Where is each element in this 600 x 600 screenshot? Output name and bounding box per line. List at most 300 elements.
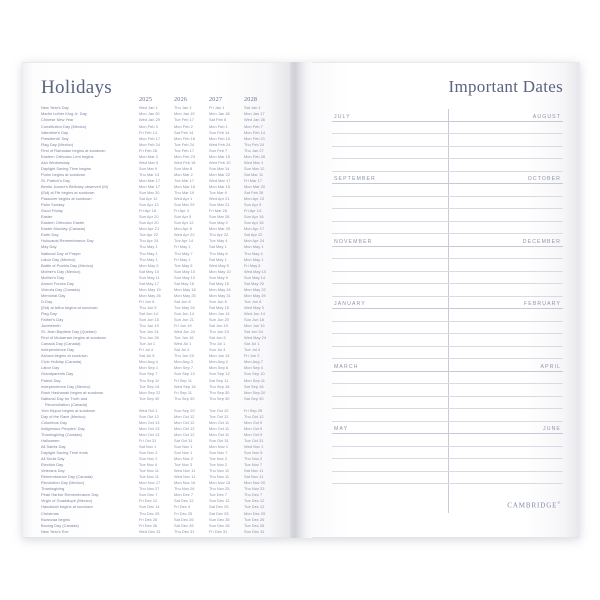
month-label-january: JANUARY	[334, 301, 366, 307]
writing-line[interactable]	[448, 372, 564, 385]
holiday-name: Revolution Day (Mexico)	[41, 480, 85, 486]
holiday-date-2025: Sun Nov 2	[139, 450, 158, 456]
month-header-row	[332, 172, 448, 185]
month-label-february: FEBRUARY	[524, 301, 561, 307]
holiday-name: Reconciliation (Canada)	[45, 401, 88, 407]
holiday-date-2028: Wed Jun 14	[244, 310, 265, 316]
month-block	[332, 297, 563, 360]
holiday-name: Purim begins at sundown	[41, 171, 86, 177]
holiday-date-2027: Sun Mar 28	[209, 214, 230, 220]
holiday-name: National Day of Prayer	[41, 250, 81, 256]
holiday-name: (Eid) al Adha begins at sundown	[41, 304, 98, 310]
holiday-date-2028: Mon Jan 17	[244, 111, 265, 117]
holiday-name: Rosh Hashanah begins at sundown	[41, 389, 104, 395]
holiday-name: Yom Kippur begins at sundown	[41, 407, 96, 413]
holiday-date-2025: Sun Jun 15	[139, 317, 159, 323]
holiday-date-2026: Mon May 25	[174, 292, 196, 298]
holiday-date-2026: Sun Nov 1	[174, 444, 193, 450]
holiday-date-2027: Thu Nov 11	[209, 474, 230, 480]
holiday-date-2026: Mon Sep 7	[174, 365, 194, 371]
holiday-date-2025: Thu Nov 27	[139, 486, 160, 492]
holiday-date-2027: Mon May 10	[209, 268, 231, 274]
month-block	[332, 234, 563, 297]
holiday-date-2026: Sun Apr 12	[174, 220, 194, 226]
month-header-row	[332, 234, 448, 247]
holiday-date-2028: Sat Nov 11	[244, 468, 264, 474]
writing-line[interactable]	[332, 122, 448, 135]
holiday-date-2028: Sun Apr 16	[244, 214, 264, 220]
holiday-name: All Saints Day	[41, 444, 66, 450]
holiday-date-2026: Thu Mar 19	[174, 190, 195, 196]
holiday-date-2028: Tue Jul 4	[244, 347, 261, 353]
writing-line[interactable]	[448, 184, 564, 197]
holiday-date-2027: Mon Mar 15	[209, 153, 231, 159]
holiday-date-2028: Thu Feb 24	[244, 141, 265, 147]
holiday-name: Indigenous Peoples' Day	[41, 425, 85, 431]
holiday-date-2025: Wed Jan 1	[139, 105, 158, 111]
writing-line[interactable]	[332, 247, 448, 260]
writing-line[interactable]	[332, 184, 448, 197]
holiday-date-2026: Thu Jan 1	[174, 105, 192, 111]
holiday-name: Chinese New Year	[41, 117, 74, 123]
writing-line[interactable]	[448, 222, 564, 235]
registered-trademark-icon: ®	[557, 501, 561, 506]
holiday-date-2026: Fri Apr 3	[174, 208, 189, 214]
month-label-august: AUGUST	[532, 113, 561, 120]
holiday-date-2027: Mon Jun 14	[209, 353, 230, 359]
holiday-date-2028: Sat Mar 11	[244, 171, 264, 177]
month-label-november: NOVEMBER	[334, 238, 373, 245]
writing-line[interactable]	[448, 334, 564, 347]
month-header-row	[332, 359, 448, 372]
holiday-date-2027: Sun May 9	[209, 274, 228, 280]
holiday-date-2026: Mon Oct 12	[174, 419, 195, 425]
holiday-date-2026: Fri May 1	[174, 244, 191, 250]
writing-line[interactable]	[448, 197, 564, 210]
holiday-date-2026: Sun Mar 8	[174, 165, 193, 171]
holiday-date-2026: Mon Mar 16	[174, 184, 196, 189]
writing-line[interactable]	[332, 272, 448, 285]
year-column-header-2025: 2025	[139, 96, 153, 103]
holiday-date-2025: Thu May 1	[139, 256, 158, 262]
holiday-date-2025: Sat Jun 14	[139, 310, 158, 316]
holiday-name: Easter	[41, 214, 53, 220]
holiday-date-2026: Thu Nov 26	[174, 486, 195, 492]
holiday-date-2026: Sun Mar 29	[174, 202, 195, 208]
holiday-name: Christmas	[41, 510, 59, 516]
holiday-date-2028: Thu Nov 2	[244, 456, 263, 462]
holiday-date-2028: Fri Apr 14	[244, 208, 262, 214]
holiday-date-2026: Sun Nov 1	[174, 450, 193, 456]
holiday-date-2027: Sun Jun 20	[209, 317, 229, 323]
holiday-date-2028: Sat Sep 30	[244, 395, 264, 401]
holiday-name: Election Day	[41, 462, 64, 468]
book-gutter-fold	[290, 62, 312, 538]
month-column-september	[332, 172, 448, 235]
holiday-name: Flag Day	[41, 310, 57, 316]
planner-book-spread	[22, 62, 580, 538]
holiday-date-2027: Thu Sep 30	[209, 389, 230, 395]
holiday-date-2028: Wed May 10	[244, 268, 267, 274]
writing-line[interactable]	[448, 472, 564, 485]
holiday-date-2028: Mon May 1	[244, 244, 264, 250]
holiday-name: Day of the Race (Mexico)	[41, 413, 86, 419]
holiday-name: Flag Day (Mexico)	[41, 141, 74, 147]
holidays-year-header-row	[41, 96, 281, 104]
holiday-date-2027: Sun Feb 14	[209, 129, 230, 135]
holiday-date-2026: Tue May 5	[174, 262, 193, 268]
holiday-date-2027: Mon Jun 14	[209, 310, 230, 316]
writing-line[interactable]	[332, 284, 448, 297]
holiday-date-2027: Mon Mar 22	[209, 171, 231, 177]
month-block	[332, 172, 563, 235]
holiday-date-2028: Mon May 1	[244, 256, 264, 262]
writing-line[interactable]	[448, 459, 564, 472]
holiday-date-2028: Tue Dec 12	[244, 504, 265, 510]
holidays-rows-container	[41, 105, 281, 534]
holiday-date-2026: Tue Feb 17	[174, 147, 195, 153]
holiday-date-2027: Sun Jul 4	[209, 347, 226, 353]
writing-line[interactable]	[448, 272, 564, 285]
month-header-row	[448, 297, 564, 310]
holiday-name: Armed Forces Day	[41, 280, 74, 286]
holiday-date-2026: Sat Dec 26	[174, 516, 194, 522]
holiday-name: New Year's Day	[41, 105, 69, 111]
holiday-date-2025: Sun Dec 14	[139, 504, 160, 510]
holiday-date-2028: Wed Nov 1	[244, 444, 264, 450]
writing-line[interactable]	[332, 347, 448, 360]
holiday-date-2027: Mon Feb 1	[209, 123, 228, 129]
month-header-row	[332, 109, 448, 122]
holiday-date-2026: Tue Feb 24	[174, 141, 195, 147]
holiday-date-2028: Mon Feb 14	[244, 129, 266, 135]
year-header-spacer	[41, 96, 139, 104]
holiday-date-2025: Sat Nov 1	[139, 444, 157, 450]
holiday-date-2028: Sun Nov 5	[244, 450, 263, 456]
holiday-date-2028: Sat May 20	[244, 280, 264, 286]
holiday-date-2025: Sun Apr 20	[139, 220, 159, 226]
holiday-date-2027: Sat Feb 6	[209, 117, 227, 123]
month-column-october	[448, 172, 564, 235]
writing-line[interactable]	[332, 197, 448, 210]
holiday-date-2025: Sun Dec 7	[139, 492, 158, 498]
holiday-date-2028: Tue Dec 12	[244, 498, 265, 504]
holiday-date-2025: Sat Apr 12	[139, 196, 158, 202]
month-label-april: APRIL	[540, 363, 561, 370]
holiday-date-2028: Tue Nov 7	[244, 462, 263, 468]
holiday-date-2028: Thu Jan 27	[244, 147, 264, 153]
holiday-name: Earth Day	[41, 232, 59, 238]
writing-line[interactable]	[332, 334, 448, 347]
holiday-date-2027: Tue Oct 12	[209, 413, 229, 419]
holiday-date-2027: Mon Feb 15	[209, 135, 231, 141]
holiday-date-2028: Sun Jun 18	[244, 317, 264, 323]
holiday-name: Presidents' Day	[41, 135, 69, 141]
holiday-date-2028: Mon May 22	[244, 286, 266, 292]
writing-line[interactable]	[448, 347, 564, 360]
holiday-date-2025: Fri Dec 26	[139, 516, 158, 522]
holiday-date-2026: Sat Dec 12	[174, 498, 194, 504]
writing-line[interactable]	[448, 134, 564, 147]
holiday-date-2027: Sun Sep 12	[209, 371, 230, 377]
holiday-date-2025: Thu Jun 26	[139, 335, 159, 341]
right-page-important-dates	[312, 62, 580, 538]
month-column-august	[448, 109, 564, 172]
holiday-name: Ash Wednesday	[41, 159, 70, 165]
holiday-date-2027: Tue May 4	[209, 238, 228, 244]
holiday-name: Benito Juarez's Birthday observed (M)	[41, 184, 108, 189]
holiday-date-2026: Fri Sep 11	[174, 377, 192, 383]
holiday-date-2025: Mon Nov 17	[139, 480, 161, 486]
holiday-date-2027: Mon May 31	[209, 292, 231, 298]
writing-line[interactable]	[332, 147, 448, 160]
holiday-name: Good Friday	[41, 208, 63, 214]
holiday-date-2027: Fri Mar 26	[209, 208, 228, 214]
holiday-date-2028: Mon Mar 20	[244, 184, 266, 189]
holiday-date-2025: Sun Mar 30	[139, 190, 160, 196]
holiday-name: Veterans Day	[41, 468, 65, 474]
holiday-name: Civic Holiday (Canada)	[41, 359, 82, 365]
holiday-date-2025: Sun Apr 13	[139, 202, 159, 208]
holiday-name: D-Day	[41, 298, 53, 304]
writing-line[interactable]	[332, 372, 448, 385]
holiday-date-2025: Thu Apr 24	[139, 238, 159, 244]
holiday-date-2026: Wed Nov 11	[174, 474, 196, 480]
holiday-date-2026: Sun Apr 5	[174, 214, 192, 220]
month-header-row	[332, 422, 448, 435]
holiday-date-2028: Tue Dec 26	[244, 516, 265, 522]
writing-line[interactable]	[332, 384, 448, 397]
writing-line[interactable]	[448, 434, 564, 447]
holiday-date-2026: Mon Nov 2	[174, 456, 194, 462]
month-header-row	[332, 297, 448, 310]
holiday-date-2027: Mon Nov 1	[209, 444, 229, 450]
holiday-date-2026: Mon Feb 16	[174, 135, 196, 141]
holiday-date-2026: Sun May 10	[174, 268, 196, 274]
holiday-date-2028: Thu May 4	[244, 250, 263, 256]
writing-line[interactable]	[448, 247, 564, 260]
holiday-name: First of Muharram begins at sundown	[41, 335, 107, 341]
holiday-name: Valentine's Day	[41, 129, 69, 135]
important-dates-grid	[332, 109, 563, 523]
holiday-date-2027: Sun Nov 7	[209, 450, 228, 456]
writing-line[interactable]	[448, 209, 564, 222]
holiday-date-2025: Tue Sep 16	[139, 383, 160, 389]
holiday-name: Pearl Harbor Remembrance Day	[41, 492, 99, 498]
holiday-date-2027: Sat Sep 11	[209, 377, 229, 383]
holiday-date-2025: Fri Feb 14	[139, 129, 158, 135]
month-block	[332, 422, 563, 485]
writing-line[interactable]	[332, 472, 448, 485]
month-label-may: MAY	[334, 426, 349, 432]
writing-line[interactable]	[448, 322, 564, 335]
holiday-date-2027: Sat Jun 19	[209, 323, 228, 329]
holiday-date-2026: Mon Jan 19	[174, 111, 195, 117]
holiday-date-2026: Mon Feb 23	[174, 153, 196, 159]
holiday-date-2026: Fri May 1	[174, 256, 191, 262]
holiday-name: Holocaust Remembrance Day	[41, 238, 94, 244]
month-column-march	[332, 359, 448, 422]
month-label-march: MARCH	[334, 363, 359, 370]
holiday-date-2028: Sat Jul 1	[244, 341, 260, 347]
holiday-date-2025: Fri Feb 28	[139, 147, 158, 153]
holiday-date-2026: Sun Sep 13	[174, 371, 195, 377]
holiday-date-2025: Sun Apr 20	[139, 214, 159, 220]
writing-line[interactable]	[448, 447, 564, 460]
holiday-date-2026: Fri Jun 19	[174, 323, 192, 329]
holiday-date-2027: Mon Sep 6	[209, 365, 229, 371]
holiday-date-2028: Mon Sep 11	[244, 377, 265, 383]
holiday-date-2027: Thu Apr 22	[209, 232, 229, 238]
holiday-name: Labor Day	[41, 365, 60, 371]
important-dates-page-title: Important Dates	[448, 77, 563, 96]
holiday-date-2027: Thu May 6	[209, 250, 228, 256]
month-column-january	[332, 297, 448, 360]
holiday-name: All Souls Day	[41, 456, 65, 462]
holiday-date-2027: Sat Dec 25	[209, 504, 229, 510]
writing-line[interactable]	[332, 397, 448, 410]
holiday-date-2028: Mon Nov 20	[244, 480, 266, 486]
writing-line[interactable]	[332, 209, 448, 222]
holiday-date-2028: Sat Feb 26	[244, 190, 264, 196]
holidays-table	[41, 96, 281, 535]
holiday-date-2025: Thu May 1	[139, 244, 158, 250]
holiday-date-2026: Wed Apr 1	[174, 196, 193, 202]
holiday-date-2028: Mon Sep 4	[244, 365, 264, 371]
holiday-date-2028: Sat Apr 22	[244, 232, 263, 238]
holiday-date-2026: Mon Mar 2	[174, 171, 193, 177]
holiday-date-2028: Wed May 24	[244, 335, 267, 341]
holiday-name: Daylight Saving Time ends	[41, 450, 88, 456]
holiday-date-2028: Mon Oct 9	[244, 425, 263, 431]
writing-line[interactable]	[448, 259, 564, 272]
holiday-name: Independence Day (Mexico)	[41, 383, 91, 389]
holiday-date-2025: Fri Jul 4	[139, 347, 154, 353]
holiday-date-2025: Tue Jun 24	[139, 329, 159, 335]
holiday-date-2027: Sun Mar 14	[209, 165, 230, 171]
writing-line[interactable]	[332, 259, 448, 272]
month-header-row	[448, 422, 564, 435]
holiday-date-2026: Sun May 10	[174, 274, 196, 280]
holiday-date-2028: Tue Jun 6	[244, 298, 262, 304]
writing-line[interactable]	[448, 284, 564, 297]
holiday-date-2025: Tue Nov 11	[139, 474, 159, 480]
holiday-date-2026: Mon Oct 12	[174, 425, 195, 431]
holiday-date-2025: Mon Oct 13	[139, 425, 160, 431]
holiday-date-2028: Sun Sep 10	[244, 371, 265, 377]
holiday-name: Canada Day (Canada)	[41, 341, 81, 347]
holiday-date-2026: Tue Apr 14	[174, 238, 194, 244]
holiday-date-2026: Sat Oct 31	[174, 437, 193, 443]
writing-line[interactable]	[332, 459, 448, 472]
holiday-date-2027: Sat May 1	[209, 244, 227, 250]
holiday-name: Father's Day	[41, 317, 64, 323]
holiday-date-2026: Thu Dec 31	[174, 528, 195, 534]
holiday-date-2027: Mon Aug 2	[209, 359, 228, 365]
month-header-row	[448, 172, 564, 185]
holiday-date-2027: Tue Nov 2	[209, 456, 228, 462]
holiday-date-2027: Sun Dec 12	[209, 498, 230, 504]
holiday-date-2025: Fri Dec 26	[139, 522, 158, 528]
holiday-date-2026: Sat Jul 4	[174, 347, 190, 353]
holiday-date-2028: Mon Oct 9	[244, 419, 263, 425]
holiday-date-2025: Mon Mar 17	[139, 184, 161, 189]
month-header-row	[448, 109, 564, 122]
holiday-date-2025: Wed Jan 29	[139, 117, 160, 123]
holiday-date-2027: Thu Jun 24	[209, 329, 229, 335]
holiday-name: Kwanzaa begins	[41, 516, 70, 522]
holiday-name: Constitution Day (Mexico)	[41, 123, 87, 129]
writing-line[interactable]	[448, 409, 564, 422]
holiday-name: Juneteenth	[41, 323, 61, 329]
writing-line[interactable]	[448, 309, 564, 322]
holiday-date-2025: Thu Jun 19	[139, 323, 159, 329]
month-label-september: SEPTEMBER	[334, 176, 376, 182]
holiday-date-2028: Mon Jun 19	[244, 323, 265, 329]
holiday-date-2025: Sun Nov 2	[139, 456, 158, 462]
holiday-date-2026: Wed Sep 16	[174, 383, 196, 389]
month-block	[332, 359, 563, 422]
holiday-date-2026: Thu Jun 25	[174, 353, 194, 359]
holiday-date-2025: Tue Nov 11	[139, 468, 159, 474]
month-header-row	[448, 234, 564, 247]
writing-line[interactable]	[448, 384, 564, 397]
writing-line[interactable]	[332, 309, 448, 322]
holiday-name: Victoria Day (Canada)	[41, 286, 80, 292]
writing-line[interactable]	[332, 322, 448, 335]
holiday-date-2026: Thu Sep 30	[174, 395, 195, 401]
writing-line[interactable]	[448, 159, 564, 172]
holiday-name: Martin Luther King Jr. Day	[41, 111, 87, 117]
holiday-date-2025: Mon May 5	[139, 262, 159, 268]
writing-line[interactable]	[332, 447, 448, 460]
holiday-name: Independence Day	[41, 347, 75, 353]
writing-line[interactable]	[332, 222, 448, 235]
holiday-date-2026: Mon Oct 12	[174, 413, 195, 419]
writing-line[interactable]	[332, 409, 448, 422]
holiday-date-2025: Mon Sep 1	[139, 365, 159, 371]
holiday-date-2026: Tue May 26	[174, 304, 195, 310]
holiday-date-2025: Fri Jun 6	[139, 298, 155, 304]
holiday-date-2025: Mon Mar 3	[139, 153, 158, 159]
holiday-date-2027: Sun Dec 26	[209, 522, 230, 528]
holiday-date-2025: Thu Sep 11	[139, 377, 160, 383]
holiday-date-2028: Wed Mar 1	[244, 159, 264, 165]
holiday-date-2028: Fri Jun 2	[244, 353, 260, 359]
holiday-date-2027: Mon Oct 11	[209, 425, 230, 431]
holiday-date-2026: Tue Mar 17	[174, 177, 195, 183]
holiday-date-2027: Mon Oct 11	[209, 431, 230, 437]
writing-line[interactable]	[332, 434, 448, 447]
month-label-june: JUNE	[543, 426, 561, 432]
month-column-february	[448, 297, 564, 360]
holiday-date-2025: Sun Oct 12	[139, 413, 159, 419]
holiday-name: Battle of Puebla Day (Mexico)	[41, 262, 94, 268]
writing-line[interactable]	[332, 159, 448, 172]
holiday-date-2025: Mon Oct 13	[139, 431, 160, 437]
holiday-date-2026: Fri Dec 25	[174, 510, 193, 516]
writing-line[interactable]	[448, 147, 564, 160]
holiday-date-2026: Wed Nov 11	[174, 468, 196, 474]
holiday-date-2028: Wed May 3	[244, 304, 264, 310]
month-column-july	[332, 109, 448, 172]
writing-line[interactable]	[448, 122, 564, 135]
writing-line[interactable]	[332, 134, 448, 147]
holiday-name: St. Patrick's Day	[41, 177, 70, 183]
holiday-date-2025: Wed Mar 5	[139, 159, 159, 165]
holiday-date-2027: Mon Jan 18	[209, 111, 230, 117]
writing-line[interactable]	[448, 397, 564, 410]
